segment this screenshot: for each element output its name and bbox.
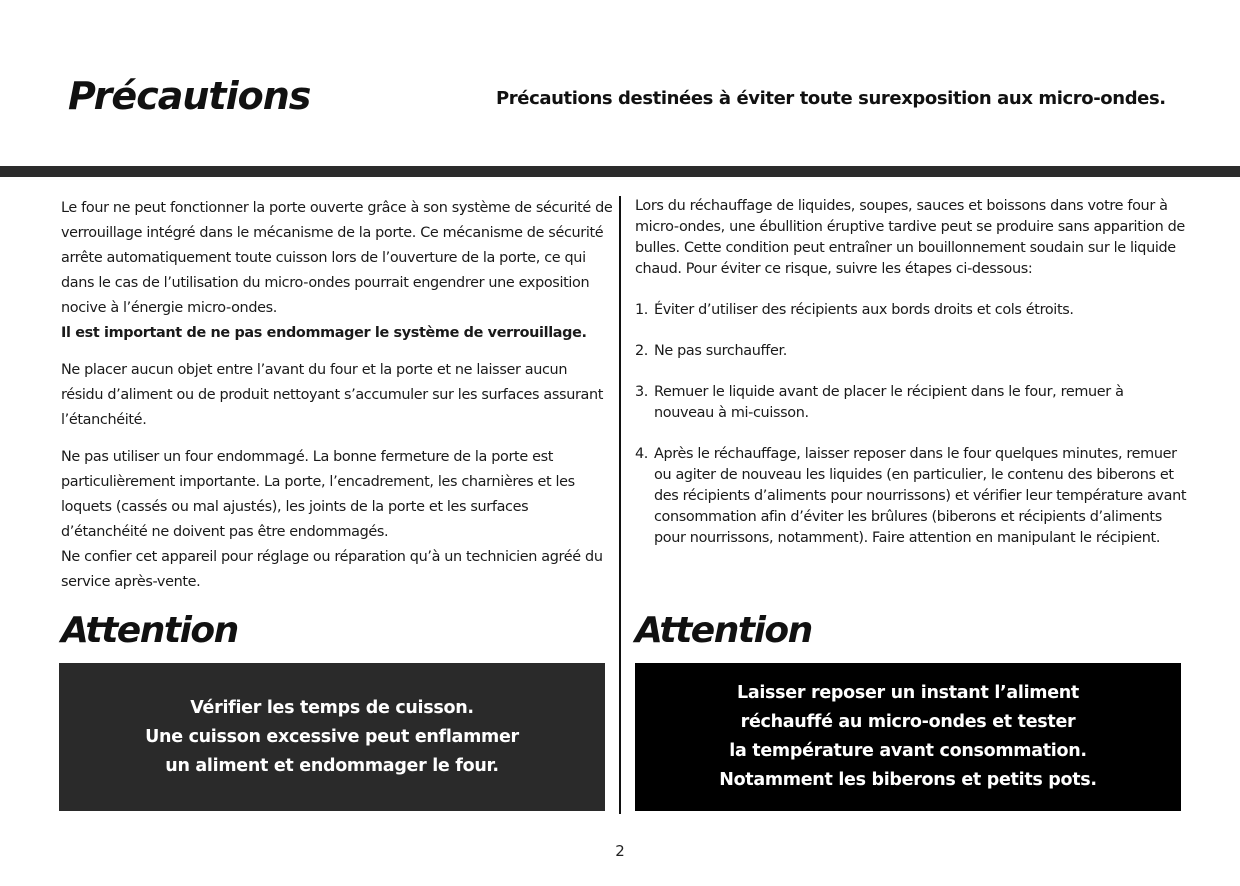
cooking-time-warning-box (59, 663, 605, 811)
reheating-warning-box (635, 663, 1181, 811)
lock-warning-note: Il est important de ne pas endommager le système de verrouillage. (61, 325, 587, 341)
step-number: 3. (635, 384, 649, 400)
warning-line: un aliment et endommager le four. (165, 755, 499, 776)
left-column (61, 196, 613, 595)
step-number: 1. (635, 302, 649, 318)
step-text: Éviter d’utiliser des récipients aux bords droits et cols étroits. (654, 302, 1074, 318)
page-title: Précautions (68, 74, 311, 118)
attention-heading-right: Attention (635, 610, 812, 651)
column-divider (619, 196, 621, 814)
list-item (635, 341, 1187, 362)
step-text: Ne pas surchauffer. (654, 343, 787, 359)
list-item (635, 300, 1187, 321)
safety-lock-paragraph: Le four ne peut fonctionner la porte ouverte grâce à son système de sécurité de verrouillage intégré dans le mécanisme de la porte. Ce mécanisme de sécurité arrête automatiquement toute cuisson lors de l’ouverture de la porte, ce qui dans le cas de l’utilisation du micro-ondes pourrait engendrer une exposition nocive à l’énergie micro-ondes. (61, 200, 613, 316)
step-text: Après le réchauffage, laisser reposer dans le four quelques minutes, remuer ou agiter de nouveau les liquides (en particulier, le contenu des biberons et des récipients d’aliments pour nourrissons) et vérifier leur température avant consommation afin d’éviter les brûlures (biberons et récipients d’aliments pour nourrissons, notamment). Faire attention en manipulant le récipient. (654, 446, 1187, 546)
page-subtitle: Précautions destinées à éviter toute surexposition aux micro-ondes. (496, 88, 1166, 109)
liquids-intro-paragraph: Lors du réchauffage de liquides, soupes, sauces et boissons dans votre four à micro-ondes, une ébullition éruptive tardive peut se produire sans apparition de bulles. Cette condition peut entraîner un bouillonnement soudain sur le liquide chaud. Pour éviter ce risque, suivre les étapes ci-dessous: (635, 198, 1185, 277)
list-item (635, 382, 1187, 424)
right-column (635, 196, 1187, 549)
warning-line: Notamment les biberons et petits pots. (719, 770, 1097, 790)
steps-list (635, 300, 1187, 549)
damaged-oven-paragraph: Ne pas utiliser un four endommagé. La bonne fermeture de la porte est particulièrement importante. La porte, l’encadrement, les charnières et les loquets (cassés ou mal ajustés), les joints de la porte et les surfaces d’étanchéité ne doivent pas être endommagés. (61, 449, 575, 540)
warning-line: Une cuisson excessive peut enflammer (145, 726, 519, 747)
step-text: Remuer le liquide avant de placer le récipient dans le four, remuer à nouveau à mi-cuisson. (654, 384, 1124, 421)
attention-heading-left: Attention (61, 610, 238, 651)
warning-line: Vérifier les temps de cuisson. (190, 697, 474, 718)
warning-line: réchauffé au micro-ondes et tester (740, 712, 1076, 732)
header-rule (0, 166, 1240, 177)
page-number: 2 (615, 842, 625, 860)
repair-paragraph: Ne confier cet appareil pour réglage ou réparation qu’à un technicien agréé du service après-vente. (61, 549, 603, 590)
door-obstruction-paragraph: Ne placer aucun objet entre l’avant du four et la porte et ne laisser aucun résidu d’aliment ou de produit nettoyant s’accumuler sur les surfaces assurant l’étanchéité. (61, 362, 604, 428)
warning-line: Laisser reposer un instant l’aliment (737, 683, 1079, 703)
step-number: 4. (635, 446, 649, 462)
warning-line: la température avant consommation. (729, 741, 1087, 761)
list-item (635, 444, 1187, 549)
step-number: 2. (635, 343, 649, 359)
